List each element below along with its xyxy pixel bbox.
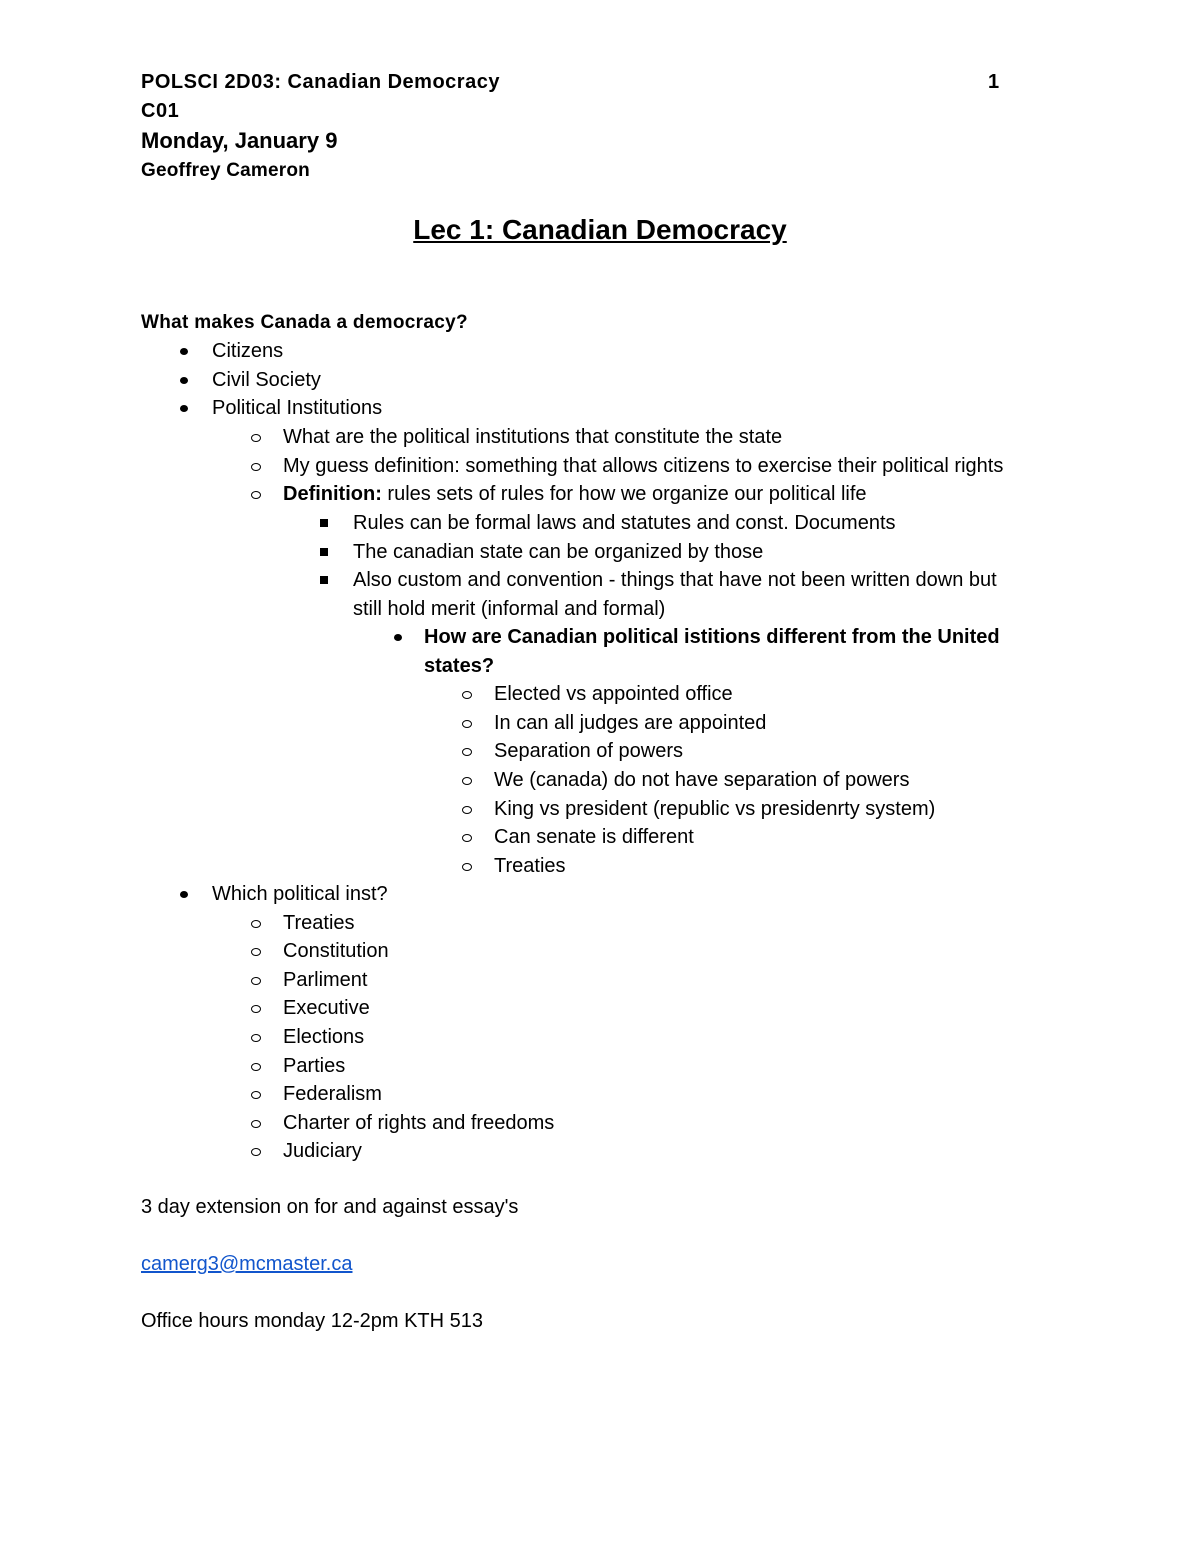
email-link[interactable]: camerg3@mcmaster.ca — [141, 1253, 353, 1275]
list-item: Which political inst? — [212, 883, 388, 905]
list-item: Definition: rules sets of rules for how we organize our political life — [283, 483, 867, 505]
list-item: How are Canadian political istitions different from the United — [424, 626, 1000, 648]
list-item: Rules can be formal laws and statutes and const. Documents — [353, 512, 896, 534]
lecture-date: Monday, January 9 — [141, 128, 338, 153]
list-item: Treaties — [494, 855, 566, 877]
list-item-continuation: states? — [424, 655, 495, 677]
course-title: POLSCI 2D03: Canadian Democracy — [141, 71, 500, 93]
extension-note: 3 day extension on for and against essay's — [141, 1196, 519, 1218]
list-item: Elections — [283, 1026, 365, 1048]
list-item: My guess definition: something that allows citizens to exercise their political rights — [283, 455, 1004, 477]
page-title: Lec 1: Canadian Democracy — [413, 214, 787, 245]
list-item: Political Institutions — [212, 397, 383, 419]
list-item: Civil Society — [212, 369, 321, 391]
list-item: Constitution — [283, 940, 389, 962]
section-heading: What makes Canada a democracy? — [141, 312, 468, 333]
list-item: King vs president (republic vs presidenrty system) — [494, 798, 936, 820]
list-item: Parliment — [283, 969, 368, 991]
list-item: Separation of powers — [494, 740, 684, 762]
list-item: Parties — [283, 1055, 346, 1077]
definition-label: Definition: — [283, 483, 382, 505]
section-code: C01 — [141, 100, 180, 122]
list-item: Can senate is different — [494, 826, 694, 848]
instructor-name: Geoffrey Cameron — [141, 160, 310, 181]
page-number: 1 — [988, 71, 1000, 93]
list-item: Elected vs appointed office — [494, 683, 733, 705]
list-item: In can all judges are appointed — [494, 712, 767, 734]
list-item: Citizens — [212, 340, 284, 362]
office-hours: Office hours monday 12-2pm KTH 513 — [141, 1310, 484, 1332]
list-item: Federalism — [283, 1083, 382, 1105]
list-item: Charter of rights and freedoms — [283, 1112, 555, 1134]
list-item: We (canada) do not have separation of powers — [494, 769, 910, 791]
list-item: What are the political institutions that constitute the state — [283, 426, 783, 448]
list-item: The canadian state can be organized by those — [353, 541, 764, 563]
list-item: Judiciary — [283, 1140, 362, 1162]
list-item: Executive — [283, 997, 370, 1019]
list-item: Also custom and convention - things that have not been written down but — [353, 569, 997, 591]
list-item-continuation: still hold merit (informal and formal) — [353, 598, 666, 620]
list-item: Treaties — [283, 912, 355, 934]
